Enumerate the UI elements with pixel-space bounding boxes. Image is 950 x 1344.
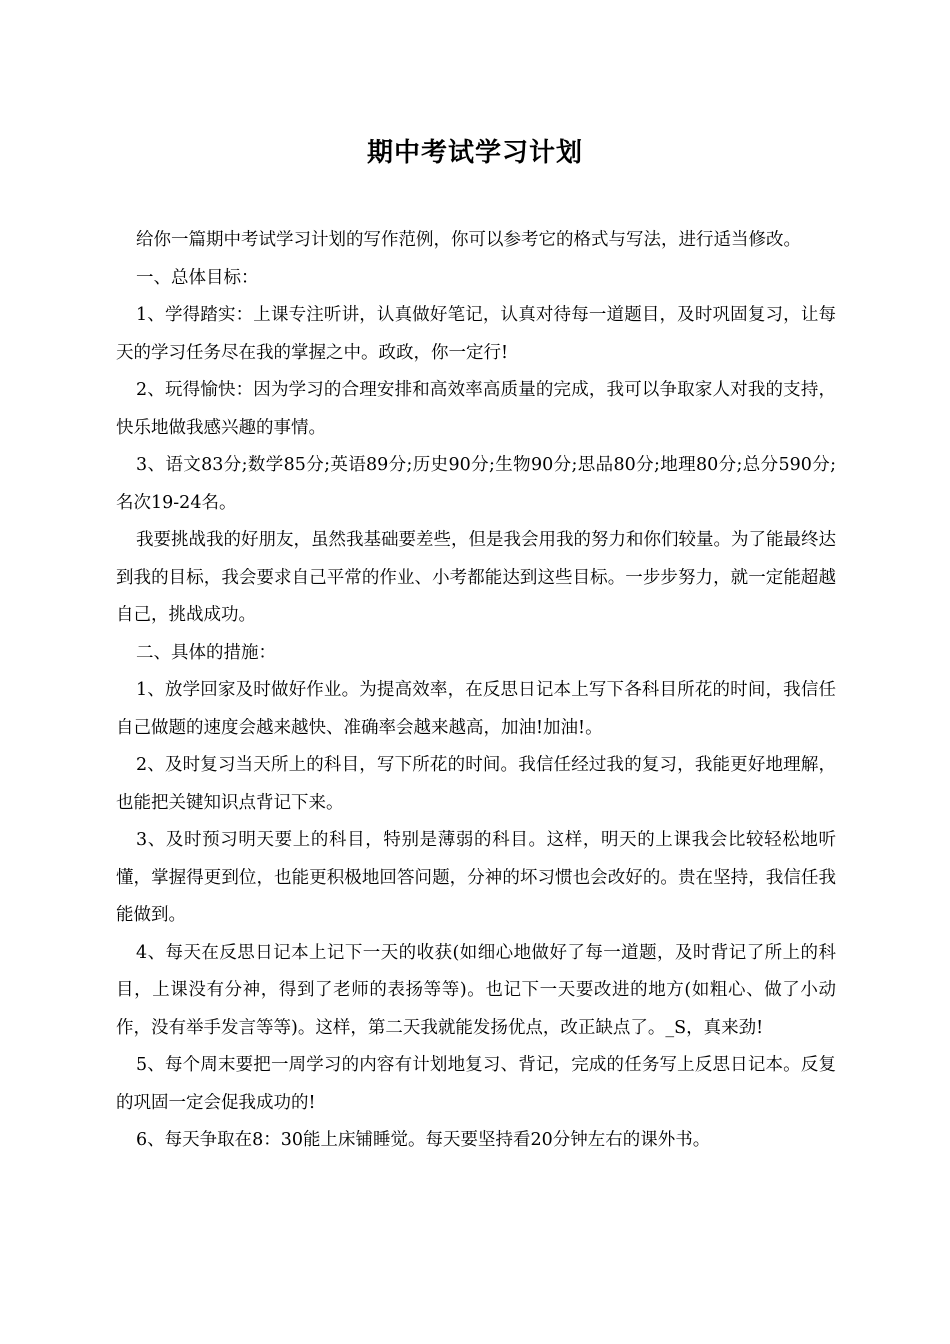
paragraph-measure-1: 1、放学回家及时做好作业。为提高效率，在反思日记本上写下各科目所花的时间，我信任自己做题的速度会越来越快、准确率会越来越高，加油!加油!。: [116, 680, 836, 738]
paragraph-measure-3: 3、及时预习明天要上的科目，特别是薄弱的科目。这样，明天的上课我会比较轻松地听懂，掌握得更到位，也能更积极地回答问题，分神的坏习惯也会改好的。贵在坚持，我信任我能做到。: [116, 830, 836, 925]
paragraph-measure-6: 6、每天争取在8：30能上床铺睡觉。每天要坚持看20分钟左右的课外书。: [136, 1130, 711, 1150]
heading-overall-goals: 一、总体目标：: [136, 267, 259, 288]
paragraph-goal-3: 3、语文83分;数学85分;英语89分;历史90分;生物90分;思品80分;地理80分;总分590分;名次19-24名。: [116, 455, 836, 513]
paragraph-challenge: 我要挑战我的好朋友，虽然我基础要差些，但是我会用我的努力和你们较量。为了能最终达到我的目标，我会要求自己平常的作业、小考都能达到这些目标。一步步努力，就一定能超越自己，挑战成功。: [116, 530, 836, 625]
document-body: [116, 222, 836, 1160]
heading-measures: 二、具体的措施：: [136, 642, 276, 663]
paragraph-measure-5: 5、每个周末要把一周学习的内容有计划地复习、背记，完成的任务写上反思日记本。反复的巩固一定会促我成功的!: [116, 1055, 836, 1113]
paragraph-measure-4: 4、每天在反思日记本上记下一天的收获(如细心地做好了每一道题，及时背记了所上的科目，上课没有分神，得到了老师的表扬等等)。也记下一天要改进的地方(如粗心、做了小动作，没有举手发言等等)。这样，第二天我就能发扬优点，改正缺点了。_S，真来劲!: [116, 942, 836, 1038]
paragraph-goal-2: 2、玩得愉快：因为学习的合理安排和高效率高质量的完成，我可以争取家人对我的支持，快乐地做我感兴趣的事情。: [116, 380, 836, 438]
paragraph-measure-2: 2、及时复习当天所上的科目，写下所花的时间。我信任经过我的复习，我能更好地理解，也能把关键知识点背记下来。: [116, 755, 836, 813]
document-title: 期中考试学习计划: [366, 138, 583, 168]
paragraph-intro: 给你一篇期中考试学习计划的写作范例，你可以参考它的格式与写法，进行适当修改。: [136, 230, 801, 250]
paragraph-goal-1: 1、学得踏实：上课专注听讲，认真做好笔记，认真对待每一道题目，及时巩固复习，让每天的学习任务尽在我的掌握之中。政政，你一定行!: [116, 305, 836, 363]
